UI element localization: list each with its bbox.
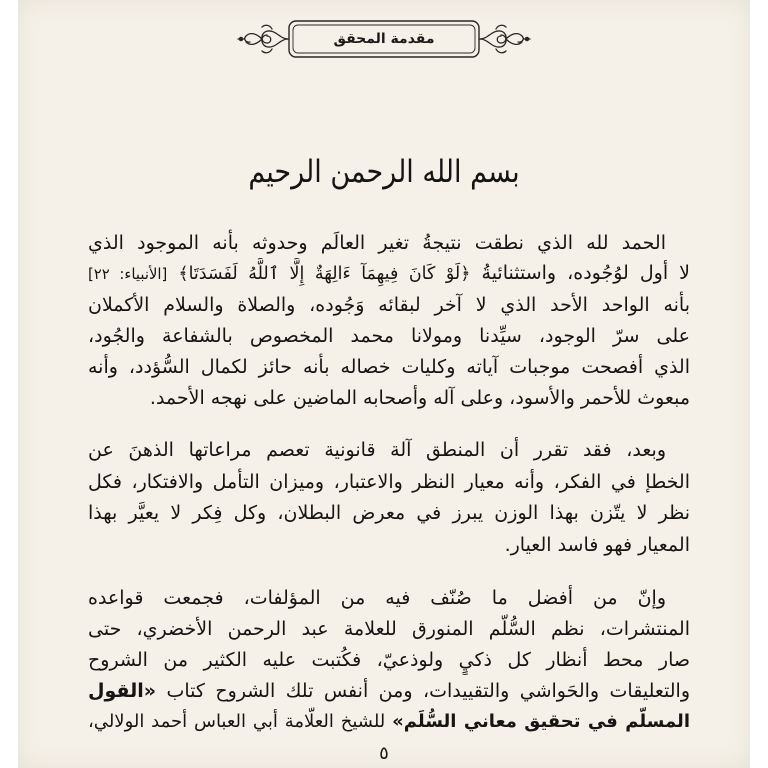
text-line bbox=[88, 707, 690, 737]
text-line bbox=[88, 498, 690, 528]
line-text: صار محط أنظار كل ذكيٍ ولوذعيّ، فكُتبت عليه الكثير من الشروح bbox=[88, 649, 690, 671]
line-text: الذي أفصحت موجبات آياته وكليات خصاله بأنه حائز لكمال السُّؤدد، وأنه bbox=[88, 356, 690, 378]
line-text: والتعليقات والحَواشي والتقييدات، ومن أنفس تلك الشروح كتاب bbox=[166, 680, 690, 702]
text-line bbox=[88, 290, 690, 320]
left-ornament-icon bbox=[238, 25, 288, 52]
line-text: وإنّ من أفضل ما صُنّف فيه من المؤلفات، فجمعت قواعده bbox=[88, 587, 666, 609]
line-text: الخطإ في الفكر، وأنه معيار النظر والاعتبار، وميزان التأمل والافتكار، فكل bbox=[88, 471, 690, 493]
right-ornament-icon bbox=[480, 25, 530, 52]
line-text: نظر لا يتّزن بهذا الوزن يبرز في معرض البطلان، وكل فِكر لا يعيَّر بهذا bbox=[88, 502, 690, 524]
line-text: المعيار فهو فاسد العيار. bbox=[504, 534, 690, 556]
verse-reference: [الأنبياء: ٢٢] bbox=[88, 266, 168, 283]
text-line bbox=[88, 228, 690, 258]
text-line bbox=[88, 614, 690, 644]
book-title-bold: المسلَّم في تحقيق معاني السُّلَم» bbox=[392, 711, 690, 732]
line-text: بأنه الواحد الأحد الذي لا آخر لبقائه وَجُوده، والصلاة والسلام الأكملان bbox=[88, 294, 690, 316]
text-line bbox=[88, 383, 690, 413]
line-text: للشيخ العلَّامة أبي العباس أحمد الولالي، bbox=[88, 711, 386, 732]
line-text: على سرّ الوجود، سيِّدنا ومولانا محمد المخصوص بالشفاعة والجُود، bbox=[88, 325, 690, 347]
text-line bbox=[88, 352, 690, 382]
line-text: لا أول لوُجُوده، واستثنائيةُ bbox=[481, 262, 690, 284]
text-line bbox=[88, 435, 690, 465]
line-text: الحمد لله الذي نطقت نتيجةُ تغير العالَم وحدوثه بأنه الموجود الذي bbox=[88, 232, 666, 254]
text-line bbox=[88, 583, 690, 613]
line-text: مبعوث للأحمر والأسود، وعلى آله وأصحابه الماضين على نهجه الأحمد. bbox=[149, 387, 690, 409]
page-number: ٥ bbox=[379, 743, 389, 764]
section-title: مقدمة المحقق bbox=[333, 31, 435, 47]
text-line bbox=[88, 258, 690, 288]
text-line bbox=[88, 676, 690, 706]
text-line bbox=[88, 321, 690, 351]
quran-verse: ﴿لَوْ كَانَ فِيهِمَآ ءَالِهَةٌ إِلَّا ٱللَّهُ لَفَسَدَتَا﴾ bbox=[178, 264, 471, 284]
line-text: وبعد، فقد تقرر أن المنطق آلة قانونية تعصم مراعاتها الذهنَ عن bbox=[88, 439, 666, 461]
book-title-bold: «القول bbox=[88, 680, 156, 702]
text-line bbox=[88, 530, 690, 560]
basmala: بسم الله الرحمن الرحيم bbox=[248, 154, 520, 191]
text-line bbox=[88, 467, 690, 497]
text-line bbox=[88, 645, 690, 675]
line-text: المنتشرات، نظم السُّلَّم المنورق للعلامة عبد الرحمن الأخضري، حتى bbox=[88, 618, 690, 640]
